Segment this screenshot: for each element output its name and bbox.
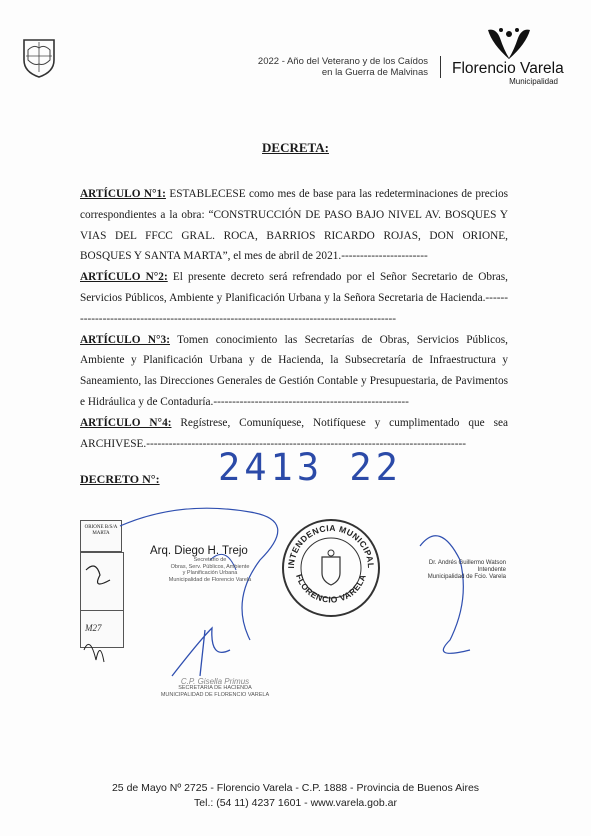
role-line: Secretario de <box>193 557 227 563</box>
brand-name: Florencio Varela <box>452 60 564 77</box>
signer-role <box>150 557 270 583</box>
signer-role: SECRETARIA DE HACIENDA <box>178 685 252 691</box>
article-label: ARTÍCULO N°3: <box>80 333 170 346</box>
article-text: Regístrese, Comuníquese, Notifíquese y cumplimentado que sea ARCHIVESE.------------------------------------------------------------------------------------- <box>80 416 508 450</box>
article-label: ARTÍCULO N°4: <box>80 416 172 429</box>
decree-number-label: DECRETO N°: <box>80 472 160 486</box>
signer-name: C.P. Gisella Primus <box>180 677 250 686</box>
brand-subtitle: Municipalidad <box>509 77 558 86</box>
article-2 <box>80 267 508 329</box>
footer-address: 25 de Mayo Nº 2725 - Florencio Varela - C.P. 1888 - Provincia de Buenos Aires <box>111 782 480 794</box>
article-3 <box>80 330 508 413</box>
initials-stamp-bottom <box>80 610 124 648</box>
signer-role: Municipalidad de Fcio. Varela <box>427 574 506 580</box>
svg-text:INTENDENCIA MUNICIPAL <box>286 523 376 569</box>
article-1 <box>80 184 508 267</box>
initials-stamp-top <box>80 520 122 552</box>
role-line: Obras, Serv. Públicos, Ambiente <box>170 563 250 570</box>
role-line: y Planificación Urbana <box>182 570 238 576</box>
article-label: ARTÍCULO N°2: <box>80 271 168 284</box>
signer-role: Intendente <box>477 567 506 573</box>
role-line: Municipalidad de Florencio Varela <box>168 576 252 583</box>
motto-line-1: 2022 - Año del Veterano y de los Caídos <box>257 56 428 67</box>
signer-role: MUNICIPALIDAD DE FLORENCIO VARELA <box>160 692 270 698</box>
article-text: ESTABLECESE como mes de base para las redeterminaciones de precios correspondientes a la obra: “CONSTRUCCIÓN DE PASO BAJO NIVEL AV. BOSQUES Y VIAS DEL FFCC GRAL. ROCA, BARRIOS RICARDO ROJAS, DON ORIONE, BOSQUES Y SANTA MARTA”, el mes de abril de 2021.----------------------- <box>80 188 509 263</box>
article-label: ARTÍCULO N°1: <box>80 188 166 200</box>
decree-title: DECRETA: <box>262 140 329 155</box>
article-text: Tomen conocimiento las Secretarías de Obras, Servicios Públicos, Ambiente y Planificación Urbana y de Hacienda, la Subsecretaría de Infraestructura y Saneamiento, las Direcciones Generales de Gestión Contable y Presupuestaria, de Pavimentos e Hidráulica y de Contaduría.---------------------------------------------------- <box>80 333 509 408</box>
signer-name: Dr. Andrés Guillermo Watson <box>428 560 506 566</box>
signature-watson <box>406 560 506 581</box>
signature-primus <box>140 678 290 699</box>
footer-contact: Tel.: (54 11) 4237 1601 - www.varela.gob.ar <box>194 797 397 809</box>
municipal-seal <box>280 517 382 619</box>
decree-number-stamp: 2413 22 <box>218 446 402 489</box>
stamp-text: ORIONE B/S/A MARTA <box>84 525 118 536</box>
header-divider <box>440 56 441 78</box>
motto-line-2: en la Guerra de Malvinas <box>321 67 428 78</box>
signature-trejo <box>150 545 270 583</box>
municipal-crest-icon <box>22 36 56 78</box>
footer <box>0 781 591 811</box>
seal-bottom-text: FLORENCIO VARELA <box>294 572 368 605</box>
stamp-text: M27 <box>85 623 102 633</box>
florencio-varela-logo-icon <box>486 26 532 60</box>
signer-name: Arq. Diego H. Trejo <box>150 545 248 557</box>
svg-text:FLORENCIO VARELA <box>294 573 368 605</box>
seal-top-text: INTENDENCIA MUNICIPAL <box>285 522 377 569</box>
decree-body <box>80 184 508 454</box>
year-motto <box>228 56 428 78</box>
initials-stamp-middle <box>80 552 124 612</box>
article-text: El presente decreto será refrendado por el Señor Secretario de Obras, Servicios Públicos, Ambiente y Planificación Urbana y la Señora Secretaria de Hacienda.------------------------------------------------------------------------------------------ <box>80 271 508 325</box>
